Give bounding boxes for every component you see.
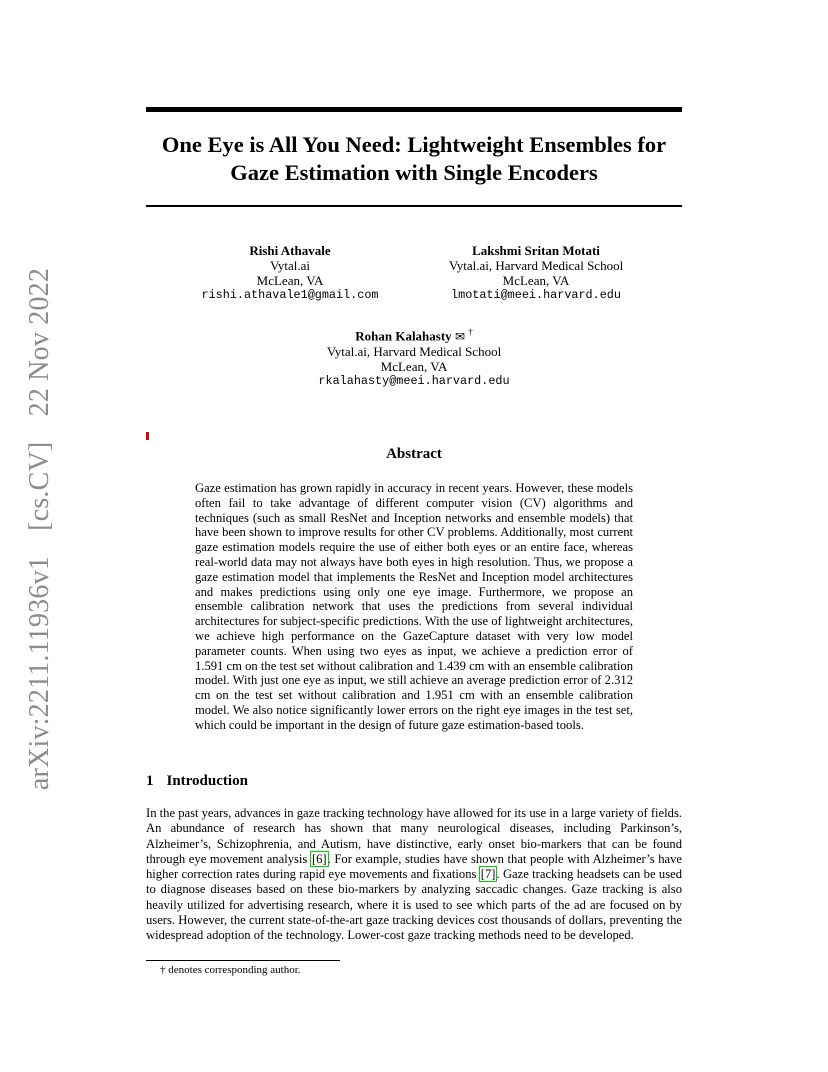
author-name: Rishi Athavale [249,243,331,258]
intro-text-part: . For example, studies have shown that people with Alzheimer’s have higher correction rates during rapid eye movements and fixations [146,851,683,882]
intro-text-part: In the past years, advances in gaze tracking technology have allowed for its use in a large variety of fields. An abundance of research has shown that many neurological diseases, including Parkinson’s, Alzheimer’s, Schizophrenia, and Autism, have distinctive, early onset bio-markers that can be found through eye movement analysis [146,806,682,866]
footnote: † denotes corresponding author. [160,964,301,976]
author-block [430,243,642,303]
author-email[interactable]: lmotati@meei.harvard.edu [451,288,621,302]
section-title: Introduction [166,773,248,789]
author-name: Lakshmi Sritan Motati [472,243,600,258]
author-email[interactable]: rishi.athavale1@gmail.com [201,288,379,302]
introduction-body [146,806,682,944]
link-marker [146,432,149,440]
arxiv-date: 22 Nov 2022 [24,267,55,417]
corresponding-author-mark: † [468,327,473,337]
intro-text-part: . Gaze tracking headsets can be used to diagnose diseases based on these bio-markers by analyzing saccadic changes. Gaze tracking is also heavily utilized for advertising research, where it is used to see which parts of the ad are focused on by users. However, the current state-of-the-art gaze tracking devices cost thousands of dollars, preventing the widespread adoption of the technology. Lower-cost gaze tracking methods need to be developed. [146,867,682,943]
envelope-icon[interactable]: ✉ [454,329,465,344]
footnote-rule [146,960,340,961]
title-top-rule [146,107,682,112]
author-affiliation: Vytal.ai [269,258,311,273]
arxiv-id: arXiv:2211.11936v1 [24,556,55,791]
abstract-body: Gaze estimation has grown rapidly in accuracy in recent years. However, these models often fail to take advantage of different computer vision (CV) algorithms and techniques (such as small ResNet and Inception networks and ensemble models) that have been shown to improve results for other CV problems. Additionally, most current gaze estimation models require the use of either both eyes or an entire face, whereas real-world data may not always have both eyes in high resolution. Thus, we propose a gaze estimation model that implements the ResNet and Inception model architectures and makes predictions using only one eye image. Furthermore, we propose an ensemble calibration network that uses the predictions from several individual architectures for subject-specific predictions. With the use of lightweight architectures, we achieve high performance on the GazeCapture dataset with very low model parameter counts. When using two eyes as input, we achieve a prediction error of 1.591 cm on the test set without calibration and 1.439 cm with an ensemble calibration model. With just one eye as input, we still achieve an average prediction error of 2.312 cm on the test set without calibration and 1.951 cm with an ensemble calibration model. We also notice significantly lower errors on the right eye images in the test set, which could be important in the design of future gaze estimation-based tools. [195,481,633,732]
title-bottom-rule [146,205,682,207]
author-name-row [300,325,528,344]
author-block [190,243,390,303]
author-location: McLean, VA [256,273,324,288]
arxiv-category: [cs.CV] [24,441,55,531]
author-affiliation: Vytal.ai, Harvard Medical School [448,258,624,273]
author-location: McLean, VA [502,273,570,288]
author-name: Rohan Kalahasty [355,328,452,344]
author-affiliation: Vytal.ai, Harvard Medical School [326,344,502,360]
citation-link[interactable]: [6] [311,851,327,866]
author-location: McLean, VA [380,359,448,375]
author-block [300,325,528,389]
abstract-heading: Abstract [386,446,442,462]
citation-link[interactable]: [7] [480,867,496,882]
section-heading [146,773,248,790]
paper-title: One Eye is All You Need: Lightweight Ensembles for Gaze Estimation with Single Encoders [161,132,667,185]
section-number: 1 [146,773,154,789]
arxiv-identifier-stamp [24,250,56,790]
author-email[interactable]: rkalahasty@meei.harvard.edu [318,374,510,389]
